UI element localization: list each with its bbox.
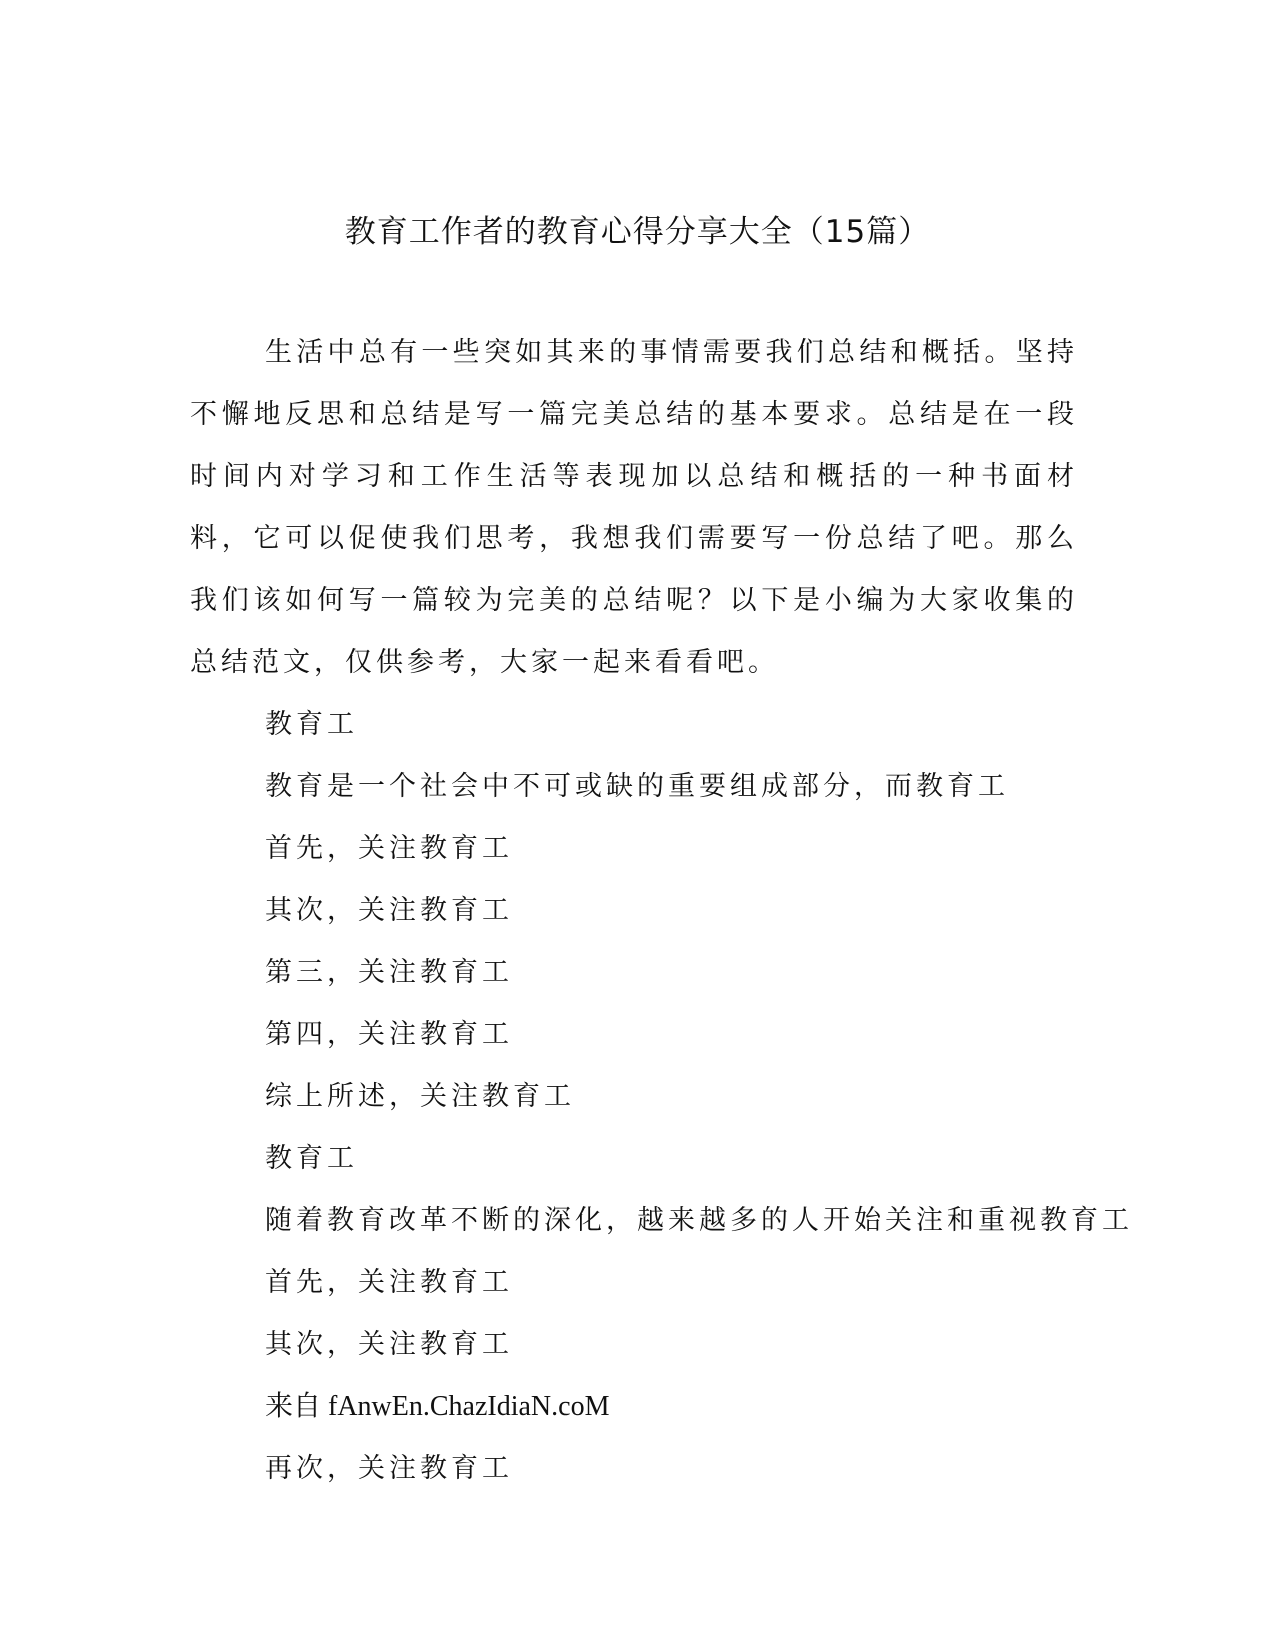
line-item: 教育工 xyxy=(265,709,358,740)
line-item: 首先，关注教育工 xyxy=(265,1267,513,1298)
line-item: 综上所述，关注教育工 xyxy=(265,1081,575,1112)
content-lines xyxy=(190,694,1133,1500)
line-item: 其次，关注教育工 xyxy=(265,1329,513,1360)
line-item: 首先，关注教育工 xyxy=(265,833,513,864)
document-title: 教育工作者的教育心得分享大全（15篇） xyxy=(344,214,931,250)
line-item: 随着教育改革不断的深化，越来越多的人开始关注和重视教育工 xyxy=(265,1205,1133,1236)
line-item: 教育工 xyxy=(265,1143,358,1174)
intro-paragraph: 生活中总有一些突如其来的事情需要我们总结和概括。坚持不懈地反思和总结是写一篇完美总结的基本要求。总结是在一段时间内对学习和工作生活等表现加以总结和概括的一种书面材料，它可以促使我们思考，我想我们需要写一份总结了吧。那么我们该如何写一篇较为完美的总结呢？以下是小编为大家收集的总结范文，仅供参考，大家一起来看看吧。 xyxy=(190,337,1078,678)
line-item: 第三，关注教育工 xyxy=(265,957,513,988)
line-item: 再次，关注教育工 xyxy=(265,1453,513,1484)
line-item: 第四，关注教育工 xyxy=(265,1019,513,1050)
source-line: 来自 fAnwEn.ChazIdiaN.coM xyxy=(265,1391,610,1422)
line-item: 其次，关注教育工 xyxy=(265,895,513,926)
document-body xyxy=(190,322,1133,1500)
line-item: 教育是一个社会中不可或缺的重要组成部分，而教育工 xyxy=(265,771,1009,802)
